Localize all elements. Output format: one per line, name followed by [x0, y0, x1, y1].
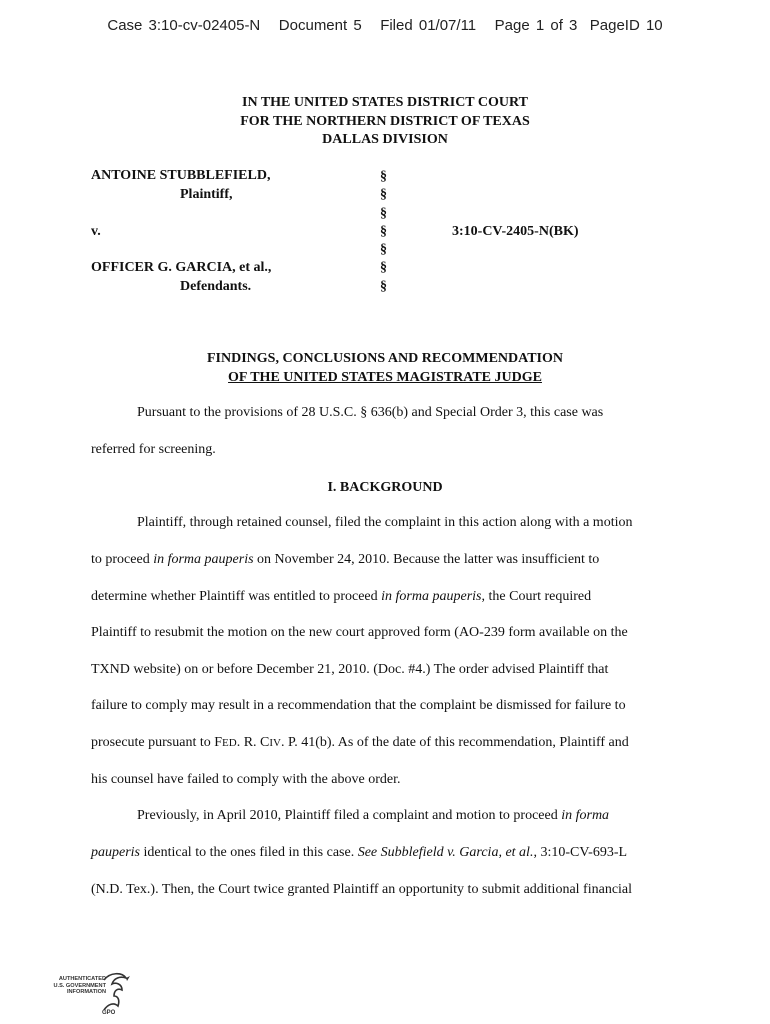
para1-line-5: TXND website) on or before December 21, 2010. (Doc. #4.) The order advised Plaintiff that: [91, 662, 609, 677]
case-caption: [91, 168, 731, 303]
section-mark: §: [380, 242, 387, 258]
italic-run: pauperis: [91, 845, 140, 860]
case-citation: See Subblefield v. Garcia, et al.: [357, 845, 534, 860]
versus: v.: [91, 224, 101, 239]
section-mark: §: [380, 205, 387, 221]
text-run: . R. C: [236, 735, 270, 750]
text-run: , the Court required: [481, 589, 592, 604]
small-caps-run: ED: [222, 737, 237, 749]
text-run: identical to the ones filed in this case.: [140, 845, 358, 860]
para1-line-1: Plaintiff, through retained counsel, filed the complaint in this action along with a motion: [137, 515, 633, 530]
logo-line: U.S. GOVERNMENT: [53, 982, 106, 989]
text-run: . P. 41(b). As of the date of this recommendation, Plaintiff and: [281, 735, 629, 750]
section-mark: §: [380, 169, 387, 184]
logo-line: AUTHENTICATED: [58, 976, 106, 982]
plaintiff-role: Plaintiff,: [180, 187, 233, 202]
defendant-name: OFFICER G. GARCIA, et al.,: [91, 260, 272, 275]
header-document: Document 5: [278, 17, 362, 34]
logo-text: [44, 976, 106, 996]
para1-line-8: his counsel have failed to comply with the above order.: [91, 772, 401, 787]
section-mark: §: [380, 260, 387, 276]
text-run: prosecute pursuant to F: [91, 735, 223, 750]
plaintiff-name: ANTOINE STUBBLEFIELD,: [91, 168, 271, 183]
para2-line-3: (N.D. Tex.). Then, the Court twice granted Plaintiff an opportunity to submit additional financial: [91, 882, 633, 897]
para1-line-6: failure to comply may result in a recommendation that the complaint be dismissed for failure to: [91, 698, 626, 713]
eagle-icon: [100, 970, 132, 1016]
para1-line-4: Plaintiff to resubmit the motion on the new court approved form (AO-239 form available on the: [91, 625, 628, 640]
gpo-authentication-logo: [44, 970, 134, 1018]
text-run: Previously, in April 2010, Plaintiff filed a complaint and motion to proceed: [137, 808, 562, 823]
italic-run: in forma pauperis: [381, 589, 482, 604]
court-line-3: DALLAS DIVISION: [322, 132, 448, 147]
para2-line-2: [91, 845, 627, 861]
small-caps-run: IV: [269, 737, 281, 749]
intro-line-1: Pursuant to the provisions of 28 U.S.C. § 636(b) and Special Order 3, this case was: [137, 405, 604, 420]
case-number: 3:10-CV-2405-N(BK): [452, 224, 579, 239]
section-mark: §: [380, 187, 387, 203]
section-heading-background: I. BACKGROUND: [327, 480, 443, 495]
section-marks: [380, 168, 387, 296]
para2-line-1: [137, 808, 609, 824]
document-title: [0, 350, 770, 387]
para1-line-7: [91, 735, 629, 751]
logo-line: INFORMATION: [66, 989, 106, 996]
section-mark: §: [380, 278, 387, 294]
court-line-1: IN THE UNITED STATES DISTRICT COURT: [242, 95, 528, 110]
text-run: to proceed: [91, 552, 154, 567]
header-case: Case 3:10-cv-02405-N: [107, 17, 261, 34]
header-filed: Filed 01/07/11: [380, 17, 477, 34]
court-heading: [0, 94, 770, 150]
defendant-role: Defendants.: [180, 279, 252, 294]
italic-run: in forma pauperis: [153, 552, 254, 567]
para1-line-3: [91, 589, 591, 605]
text-run: determine whether Plaintiff was entitled to proceed: [91, 589, 382, 604]
text-run: on November 24, 2010. Because the latter was insufficient to: [253, 552, 600, 567]
gpo-mark: GPO: [102, 1010, 116, 1016]
title-line-1: FINDINGS, CONCLUSIONS AND RECOMMENDATION: [207, 351, 563, 366]
filing-header: [0, 17, 770, 34]
header-page: Page 1 of 3: [494, 17, 578, 34]
court-line-2: FOR THE NORTHERN DISTRICT OF TEXAS: [240, 113, 530, 129]
text-run: , 3:10-CV-693-L: [533, 845, 628, 860]
title-line-2: OF THE UNITED STATES MAGISTRATE JUDGE: [228, 369, 542, 385]
header-pageid: PageID 10: [589, 17, 663, 34]
intro-line-2: referred for screening.: [91, 442, 216, 457]
para1-line-2: [91, 552, 599, 568]
italic-run: in forma: [561, 808, 610, 823]
section-mark: §: [380, 223, 387, 239]
